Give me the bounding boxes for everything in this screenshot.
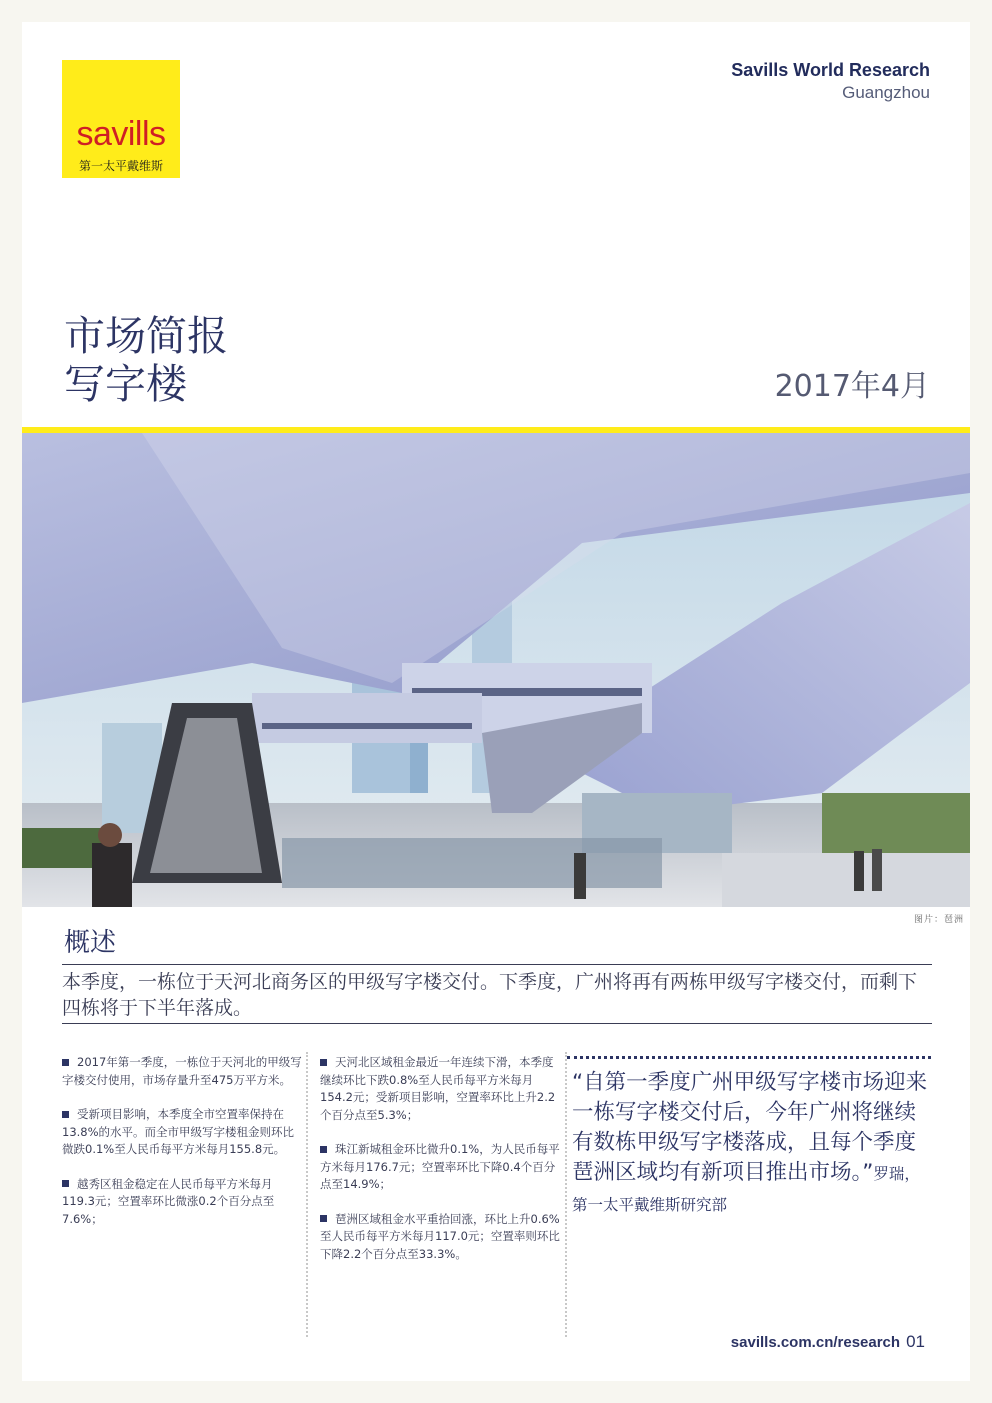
lead-paragraph: 本季度，一栋位于天河北商务区的甲级写字楼交付。下季度，广州将再有两栋甲级写字楼交付，而剩下四栋将于下半年落成。	[62, 971, 918, 1019]
bullet-square-icon	[62, 1111, 69, 1118]
savills-logo	[62, 60, 180, 178]
bullet-square-icon	[320, 1059, 327, 1066]
logo-wordmark: savills	[76, 115, 166, 153]
bullet-square-icon	[62, 1180, 69, 1187]
title-line-2: 写字楼	[64, 360, 187, 408]
report-date: 2017年4月	[774, 369, 930, 404]
summary-column-1	[62, 1054, 302, 1245]
section-heading: 概述	[64, 928, 117, 958]
report-page	[22, 22, 970, 1381]
quote-text: “自第一季度广州甲级写字楼市场迎来一栋写字楼交付后，今年广州将继续有数栋甲级写字楼落成，且每个季度琶洲区域均有新项目推出市场。”	[572, 1070, 928, 1185]
column-divider	[565, 1052, 567, 1337]
logo-chinese-name: 第一太平戴维斯	[78, 159, 163, 173]
image-credit: 图片：琶洲	[913, 915, 964, 925]
list-item: 越秀区租金稳定在人民币每平方米每月119.3元；空置率环比微涨0.2个百分点至7.6%；	[62, 1176, 275, 1226]
brand-title: Savills World Research	[731, 60, 930, 80]
pull-quote	[572, 1068, 932, 1220]
quote-attribution: 罗瑞，第一太平戴维斯研究部	[572, 1165, 920, 1214]
list-item: 受新项目影响，本季度全市空置率保持在13.8%的水平。而全市甲级写字楼租金则环比微跌0.1%至人民币每平方米每月155.8元。	[62, 1107, 295, 1156]
bullet-square-icon	[320, 1215, 327, 1222]
bullet-square-icon	[62, 1059, 69, 1066]
column-divider	[306, 1052, 308, 1337]
bullet-square-icon	[320, 1146, 327, 1153]
page-number: 01	[906, 1332, 925, 1351]
brand-city: Guangzhou	[842, 83, 930, 102]
list-item: 琶洲区域租金水平重拾回涨，环比上升0.6%至人民币每平方米每月117.0元；空置率则环比下降2.2个百分点至33.3%。	[320, 1211, 560, 1261]
list-item: 天河北区域租金最近一年连续下滑，本季度继续环比下跌0.8%至人民币每平方米每月154.2元；受新项目影响，空置率环比上升2.2个百分点至5.3%；	[320, 1055, 556, 1122]
hero-image	[22, 433, 970, 907]
report-brand	[731, 58, 930, 104]
page-title	[64, 312, 228, 408]
section-rule-bottom	[62, 1023, 932, 1024]
summary-column-2	[320, 1054, 560, 1280]
research-url-link[interactable]: savills.com.cn/research	[730, 1334, 901, 1351]
list-item: 珠江新城租金环比微升0.1%，为人民币每平方米每月176.7元；空置率环比下降0.4个百分点至14.9%；	[320, 1142, 560, 1191]
quote-divider	[567, 1056, 931, 1059]
list-item: 2017年第一季度，一栋位于天河北的甲级写字楼交付使用，市场存量升至475万平方米。	[62, 1055, 302, 1087]
page-footer	[731, 1332, 925, 1353]
title-line-1: 市场简报	[64, 312, 228, 360]
section-rule-top	[62, 964, 932, 965]
